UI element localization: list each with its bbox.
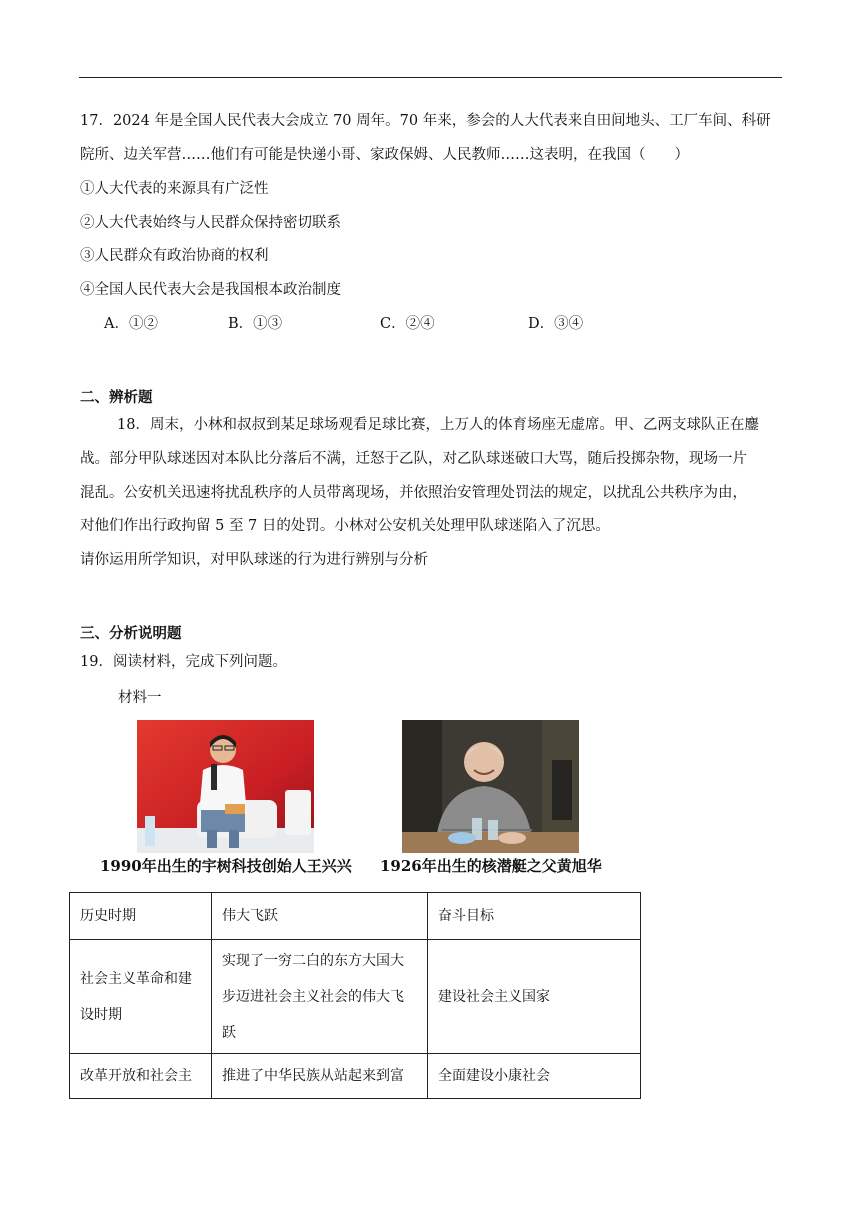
material-label: 材料一	[118, 690, 162, 706]
q17-statement-2: ②人大代表始终与人民群众保持密切联系	[80, 215, 341, 231]
table-cell: 实现了一穷二白的东方大国大步迈进社会主义社会的伟大飞跃	[212, 940, 428, 1054]
q17-text-line1: 17．2024 年是全国人民代表大会成立 70 周年。70 年来，参会的人大代表来自田间地头、工厂车间、科研	[80, 113, 771, 129]
header-rule	[79, 77, 782, 78]
table-cell: 社会主义革命和建设时期	[70, 940, 212, 1054]
q17-option-a[interactable]: A．①②	[104, 316, 158, 332]
q18-text-line2: 战。部分甲队球迷因对本队比分落后不满，迁怒于乙队，对乙队球迷破口大骂，随后投掷杂物，现场一片	[80, 451, 747, 467]
table-row	[70, 1054, 641, 1099]
table-cell: 全面建设小康社会	[428, 1054, 641, 1099]
q18-text-line3: 混乱。公安机关迅速将扰乱秩序的人员带离现场，并依照治安管理处罚法的规定，以扰乱公共秩序为由，	[80, 485, 747, 501]
q19-text: 19．阅读材料，完成下列问题。	[80, 654, 287, 670]
table-header-cell: 历史时期	[70, 893, 212, 940]
q17-statement-4: ④全国人民代表大会是我国根本政治制度	[80, 282, 341, 298]
q18-text-line1: 18．周末，小林和叔叔到某足球场观看足球比赛，上万人的体育场座无虚席。甲、乙两支球队正在鏖	[117, 417, 759, 433]
history-table	[69, 892, 641, 1099]
q18-prompt: 请你运用所学知识，对甲队球迷的行为进行辨别与分析	[80, 552, 428, 568]
section2-heading: 二、辨析题	[80, 389, 153, 406]
table-header-cell: 奋斗目标	[428, 893, 641, 940]
table-cell: 推进了中华民族从站起来到富	[212, 1054, 428, 1099]
table-header-cell: 伟大飞跃	[212, 893, 428, 940]
photo-huang-xuhua	[402, 720, 579, 853]
table-row	[70, 940, 641, 1054]
caption-photo-1: 1990年出生的宇树科技创始人王兴兴	[100, 857, 352, 875]
table-header-row	[70, 893, 641, 940]
q17-option-d[interactable]: D．③④	[528, 316, 584, 332]
section3-heading: 三、分析说明题	[80, 625, 182, 642]
table-cell: 改革开放和社会主	[70, 1054, 212, 1099]
q17-statement-3: ③人民群众有政治协商的权利	[80, 248, 269, 264]
table-cell: 建设社会主义国家	[428, 940, 641, 1054]
photo-wang-xingxing	[137, 720, 314, 853]
q17-option-b[interactable]: B．①③	[228, 316, 283, 332]
q17-option-c[interactable]: C．②④	[380, 316, 435, 332]
caption-photo-2: 1926年出生的核潜艇之父黄旭华	[380, 857, 602, 875]
q17-statement-1: ①人大代表的来源具有广泛性	[80, 181, 269, 197]
q18-text-line4: 对他们作出行政拘留 5 至 7 日的处罚。小林对公安机关处理甲队球迷陷入了沉思。	[80, 518, 610, 534]
q17-text-line2: 院所、边关军营……他们有可能是快递小哥、家政保姆、人民教师……这表明，在我国（ ）	[80, 147, 689, 163]
